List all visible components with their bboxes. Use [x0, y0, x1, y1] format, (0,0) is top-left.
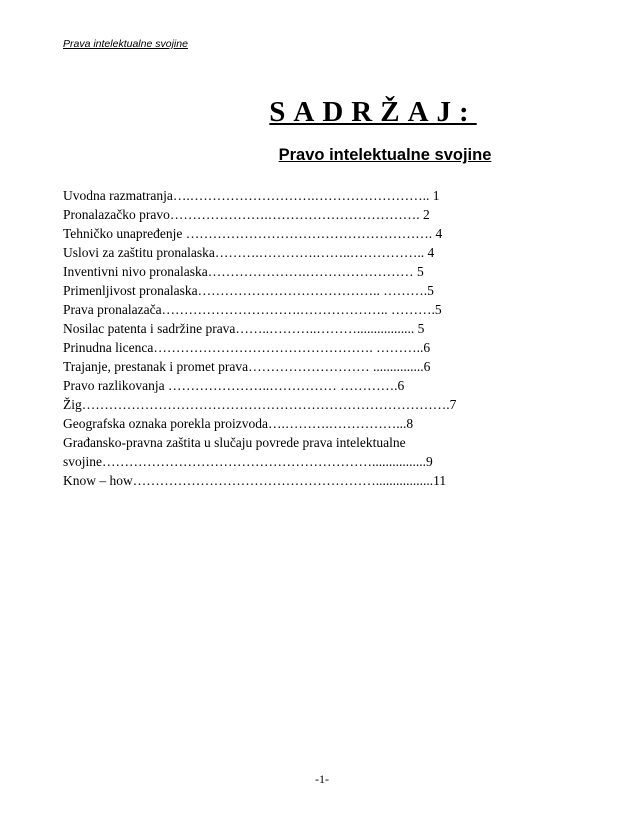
toc-entry: Uslovi za zaštitu pronalaska……….………….……..…………….. 4: [63, 245, 435, 260]
page-number: -1-: [315, 772, 329, 786]
toc-entry: Pravo razlikovanja …………………..…………… ………….6: [63, 378, 405, 393]
page-title: SADRŽAJ:: [269, 96, 477, 128]
toc-entry: Tehničko unapređenje ………………………………………………. 4: [63, 226, 443, 241]
toc-entry: svojine……………………………………………………................9: [63, 454, 433, 469]
toc-entry: Inventivni nivo pronalaska………………….…………………… 5: [63, 264, 424, 279]
toc-entry: Nosilac patenta i sadržine prava……..………..………................. 5: [63, 321, 425, 336]
toc-entry: Pronalazačko pravo………………….……………………………. 2: [63, 207, 430, 222]
running-header: Prava intelektualne svojine: [63, 38, 188, 50]
toc-entry: Građansko-pravna zaštita u slučaju povrede prava intelektualne: [63, 435, 406, 450]
toc-entry: Uvodna razmatranja….……………………….…………………….. 1: [63, 188, 440, 203]
toc-entry: Žig……………………………………………………………………….7: [63, 397, 457, 412]
toc-entry: Prava pronalazača………………………….……………….. ……….5: [63, 302, 442, 317]
toc-entry: Know – how……………………………………………….................11: [63, 473, 447, 488]
page-subtitle: Pravo intelektualne svojine: [278, 146, 492, 164]
toc-entry: Trajanje, prestanak i promet prava……………………… ...............6: [63, 359, 431, 374]
toc-entry: Primenljivost pronalaska………………………………….. ……….5: [63, 283, 434, 298]
toc-entry: Prinudna licenca…………………………………………. ………..6: [63, 340, 431, 355]
toc-entry: Geografska oznaka porekla proizvoda….……….……………...8: [63, 416, 414, 431]
table-of-contents: [63, 186, 533, 490]
